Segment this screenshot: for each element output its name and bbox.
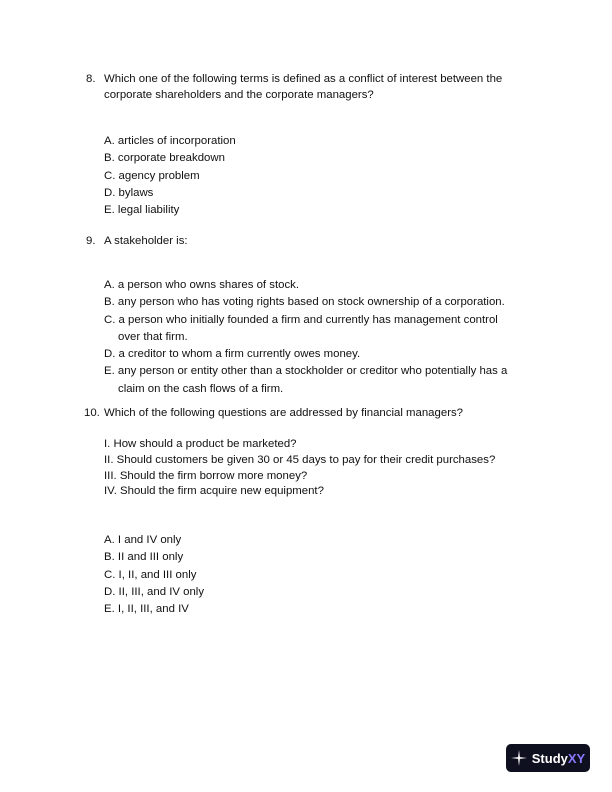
answer-option: D. a creditor to whom a firm currently owes money. <box>104 348 361 361</box>
answer-option: D. II, III, and IV only <box>104 585 205 598</box>
statement: II. Should customers be given 30 or 45 days to pay for their credit purchases? <box>104 453 496 466</box>
question-text <box>104 71 556 103</box>
answer-option: E. legal liability <box>104 204 180 217</box>
statement: I. How should a product be marketed? <box>104 438 297 450</box>
studyxy-logo-badge[interactable] <box>506 744 590 772</box>
answer-option: C. I, II, and III only <box>104 568 197 581</box>
question-10 <box>86 405 556 421</box>
answer-option: A. articles of incorporation <box>104 135 236 147</box>
answer-option <box>104 312 544 347</box>
statement: IV. Should the firm acquire new equipment? <box>104 485 324 498</box>
answer-option-line: claim on the cash flows of a firm. <box>118 382 284 395</box>
statement: III. Should the firm borrow more money? <box>104 469 308 482</box>
answer-option <box>104 363 544 398</box>
answer-option: B. II and III only <box>104 551 184 564</box>
question-8-options <box>104 133 544 219</box>
answer-option: B. corporate breakdown <box>104 152 225 165</box>
answer-option: C. agency problem <box>104 169 200 182</box>
answer-option-line: E. any person or entity other than a stockholder or creditor who potentially has a <box>104 365 508 378</box>
question-text-line: corporate shareholders and the corporate managers? <box>104 89 374 101</box>
question-text: A stakeholder is: <box>104 235 188 247</box>
question-9 <box>86 233 556 249</box>
answer-option-line: over that firm. <box>118 330 188 343</box>
question-10-options <box>104 532 544 618</box>
question-number: 9. <box>86 235 96 247</box>
answer-option: A. a person who owns shares of stock. <box>104 279 300 291</box>
question-text-line: Which one of the following terms is defined as a conflict of interest between the <box>104 73 503 85</box>
question-10-statements <box>104 437 495 500</box>
question-number: 10. <box>84 407 100 419</box>
answer-option: A. I and IV only <box>104 534 182 546</box>
answer-option-line: C. a person who initially founded a firm and currently has management control <box>104 313 498 326</box>
brand-name: Study <box>531 750 568 766</box>
answer-option: B. any person who has voting rights based on stock ownership of a corporation. <box>104 296 505 309</box>
plus-sparkle-icon <box>511 750 527 766</box>
question-number: 8. <box>86 73 96 85</box>
question-9-options <box>104 277 544 398</box>
answer-option: E. I, II, III, and IV <box>104 603 189 616</box>
question-8 <box>86 71 556 103</box>
brand-accent: XY <box>567 750 586 766</box>
answer-option: D. bylaws <box>104 186 154 199</box>
question-text: Which of the following questions are addressed by financial managers? <box>104 407 464 419</box>
